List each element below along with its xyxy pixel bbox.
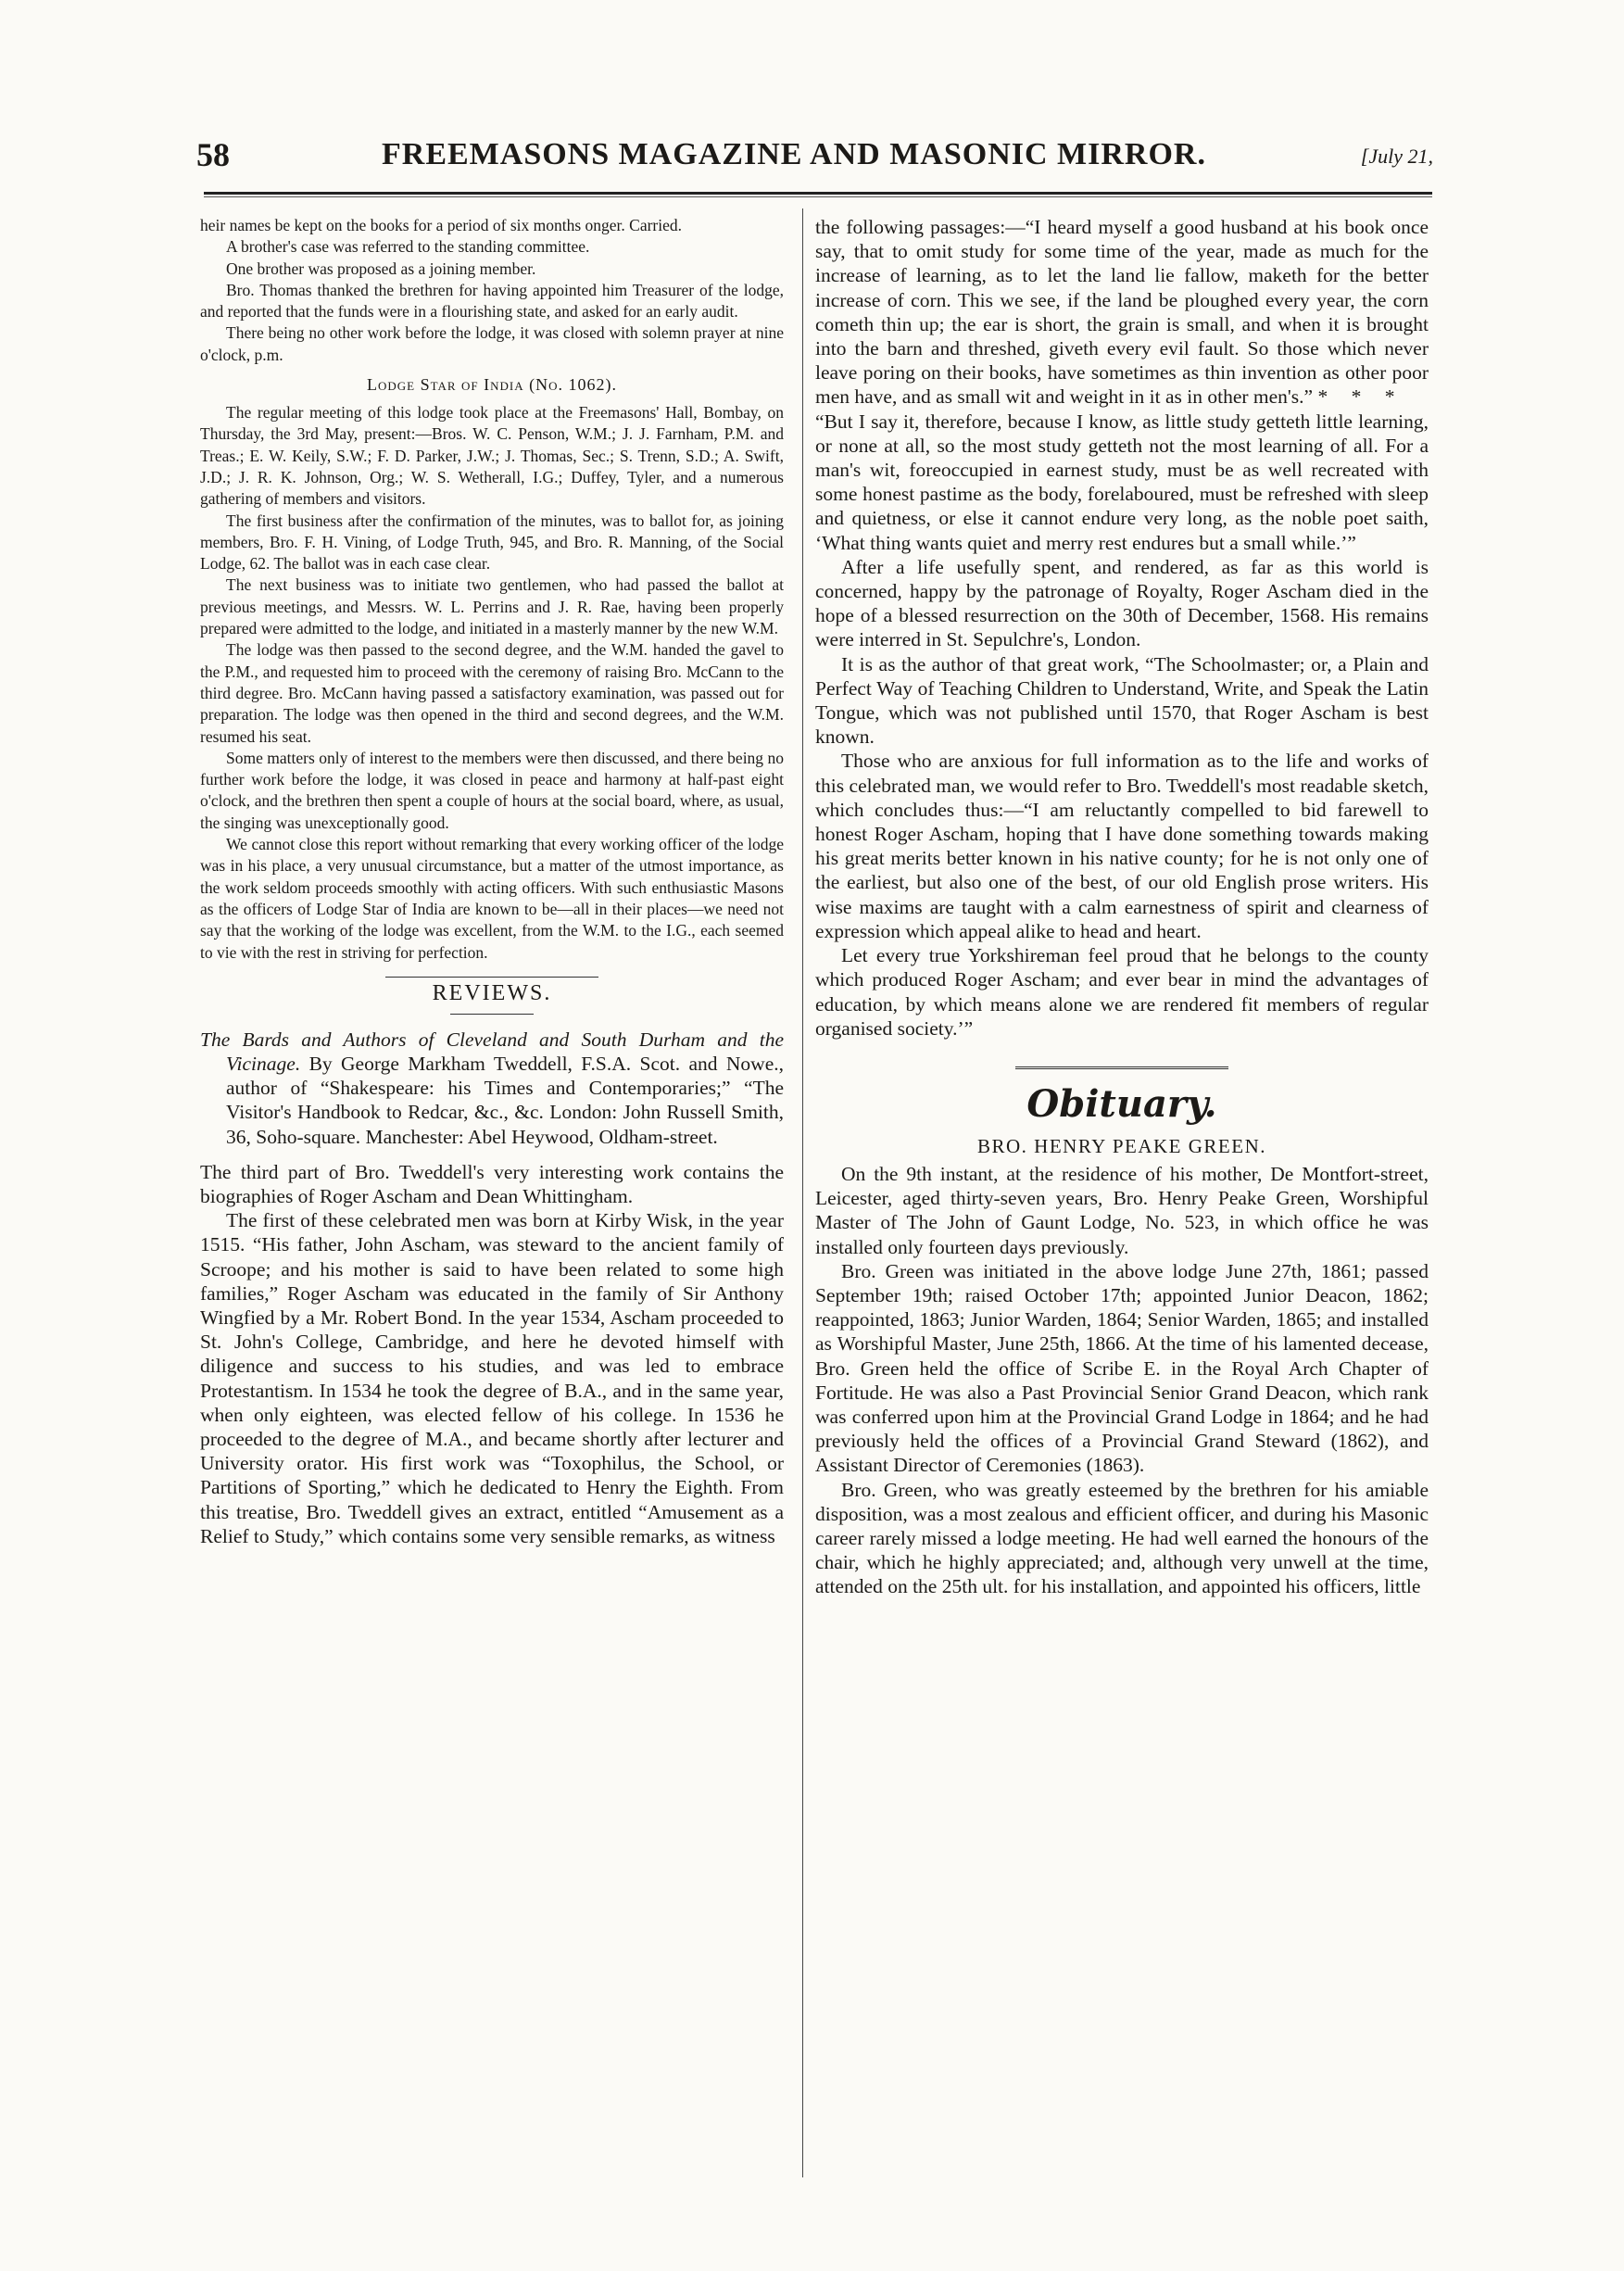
header-rule <box>204 192 1432 195</box>
paragraph: The first of these celebrated men was born at Kirby Wisk, in the year 1515. “His father, John Ascham, was steward to the ancient family of Scroope; and his mother is said to have been related to some high families,” Roger Ascham was educated in the family of Sir Anthony Wingfied by a Mr. Robert Bond. In the year 1534, Ascham proceeded to St. John's College, Cambridge, and here he devoted himself with diligence and success to his studies, and was led to embrace Protestantism. In 1534 he took the degree of B.A., and in the same year, when only eighteen, was elected fellow of his college. In 1536 he proceeded to the degree of M.A., and became shortly after lecturer and University orator. His first work was “Toxophilus, the School, or Partitions of Sporting,” which he dedicated to Henry the Eighth. From this treatise, Bro. Tweddell gives an extract, entitled “Amusement as a Relief to Study,” which contains some very sensible remarks, as witness <box>200 1209 784 1547</box>
paragraph: the following passages:—“I heard myself a good husband at his book once say, that to omit study for some time of the year, made as much for the increase of learning, as to let the land lie fallow, maketh for the better increase of corn. This we see, if the land be ploughed every year, the corn cometh thin up; the ear is short, the grain is small, and when it is brought into the barn and threshed, giveth every evil fault. So those which never leave poring on their books, have sometimes as thin invention as other poor men have, and as small wit and weight in it as in other men's.” * * * <box>815 216 1429 409</box>
left-column <box>200 215 784 2179</box>
paragraph: The third part of Bro. Tweddell's very interesting work contains the biographies of Roger Ascham and Dean Whittingham. <box>200 1160 784 1208</box>
paragraph: Some matters only of interest to the members were then discussed, and there being no further work before the lodge, it was closed in peace and harmony at half-past eight o'clock, and the brethren then spent a couple of hours at the social board, where, as usual, the singing was unexceptionally good. <box>200 748 784 832</box>
masthead-title: FREEMASONS MAGAZINE AND MASONIC MIRROR. <box>382 137 1206 171</box>
book-title: The Bards and Authors of Cleveland and South Durham and the Vicinage. <box>200 1028 784 1075</box>
page-header <box>196 135 1433 182</box>
paragraph: On the 9th instant, at the residence of his mother, De Montfort-street, Leicester, aged thirty-seven years, Bro. Henry Peake Green, Worshipful Master of The John of Gaunt Lodge, No. 523, in which office he was installed only fourteen days previously. <box>815 1162 1429 1258</box>
paragraph: One brother was proposed as a joining member. <box>226 259 536 278</box>
section-rule <box>385 977 598 978</box>
column-divider <box>802 208 803 2177</box>
obituary-name: BRO. HENRY PEAKE GREEN. <box>977 1134 1266 1157</box>
paragraph: We cannot close this report without remarking that every working officer of the lodge was in his place, a very unusual circumstance, but a matter of the utmost importance, as the work seldom proceeds smoothly with acting officers. With such enthusiastic Masons as the officers of Lodge Star of India are known to be—all in their places—we need not say that the working of the lodge was excellent, from the W.M. to the I.G., each seemed to vie with the rest in striving for perfection. <box>200 835 784 962</box>
paragraph: The regular meeting of this lodge took place at the Freemasons' Hall, Bombay, on Thursday, the 3rd May, present:—Bros. W. C. Penson, W.M.; J. J. Farnham, P.M. and Treas.; E. W. Keily, S.W.; F. D. Parker, J.W.; J. Thomas, Sec.; S. Trenn, S.D.; A. Swift, J.D.; J. R. K. Johnson, Org.; W. S. Wetherall, I.G.; Duffey, Tyler, and a numerous gathering of members and visitors. <box>200 403 784 509</box>
obituary-heading: Obituary. <box>1026 1081 1217 1126</box>
right-column <box>815 215 1429 2179</box>
header-rule-thin <box>204 196 1432 197</box>
paragraph: The first business after the confirmation of the minutes, was to ballot for, as joining members, Bro. F. H. Vining, of Lodge Truth, 945, and Bro. R. Manning, of the Social Lodge, 62. The ballot was in each case clear. <box>200 511 784 574</box>
paragraph: “But I say it, therefore, because I know, as little study getteth little learning, or none at all, so the most study getteth not the most learning of all. For a man's wit, foreoccupied in earnest study, must be as well recreated with some honest pastime as the body, forelaboured, must be refreshed with sleep and quietness, or else it cannot endure very long, as the noble poet saith, ‘What thing wants quiet and merry rest endures but a small while.’” <box>815 410 1429 554</box>
paragraph: Bro. Thomas thanked the brethren for having appointed him Treasurer of the lodge, and reported that the funds were in a flourishing state, and asked for an early audit. <box>200 280 784 322</box>
paragraph: The lodge was then passed to the second degree, and the W.M. handed the gavel to the P.M., and requested him to proceed with the ceremony of raising Bro. McCann to the third degree. Bro. McCann having passed a satisfactory examination, was passed out for preparation. The lodge was then opened in the third and second degrees, and the W.M. resumed his seat. <box>200 640 784 746</box>
lodge-heading: Lodge Star of India (No. 1062). <box>366 375 618 395</box>
book-title-block <box>200 1028 784 1149</box>
paragraph: Let every true Yorkshireman feel proud that he belongs to the county which produced Roger Ascham; and ever bear in mind the advantages of education, by which means alone we are rendered fit members of regular organised society.’” <box>815 944 1429 1040</box>
paragraph: Those who are anxious for full information as to the life and works of this celebrated man, we would refer to Bro. Tweddell's most readable sketch, which concludes thus:—“I am reluctantly compelled to bid farewell to honest Roger Ascham, hoping that I have done something towards making his great merits better known in his native county; for he is not only one of the earliest, but also one of the best, of our old English prose writers. His wise maxims are taught with a calm earnestness of spirit and clearness of expression which appeal alike to head and heart. <box>815 750 1429 942</box>
paragraph: There being no other work before the lodge, it was closed with solemn prayer at nine o'clock, p.m. <box>200 323 784 364</box>
paragraph: Bro. Green was initiated in the above lodge June 27th, 1861; passed September 19th; raised October 17th; appointed Junior Deacon, 1862; reappointed, 1863; Junior Warden, 1864; Senior Warden, 1865; and installed as Worshipful Master, June 25th, 1866. At the time of his lamented decease, Bro. Green held the office of Scribe E. in the Royal Arch Chapter of Fortitude. He was also a Past Provincial Senior Grand Deacon, which rank was conferred upon him at the Provincial Grand Lodge in 1864; and he had previously held the offices of a Provincial Grand Steward (1862), and Assistant Director of Ceremonies (1863). <box>815 1259 1429 1477</box>
paragraph: heir names be kept on the books for a period of six months onger. Carried. <box>200 216 683 234</box>
issue-date: [July 21, <box>1360 145 1433 168</box>
reviews-heading: REVIEWS. <box>432 980 552 1005</box>
paragraph: After a life usefully spent, and rendered, as far as this world is concerned, happy by the patronage of Royalty, Roger Ascham died in the hope of a blessed resurrection on the 30th of December, 1568. His remains were interred in St. Sepulchre's, London. <box>815 555 1429 651</box>
paragraph: A brother's case was referred to the standing committee. <box>226 237 590 257</box>
page-number: 58 <box>196 136 230 173</box>
paragraph: Bro. Green, who was greatly esteemed by the brethren for his amiable disposition, was a most zealous and efficient officer, and during his Masonic career rarely missed a lodge meeting. He had well earned the honours of the chair, which he highly appreciated; and, although very unwell at the time, attended on the 25th ult. for his installation, and appointed his officers, little <box>815 1478 1429 1598</box>
asterisks: * * * <box>1317 385 1404 409</box>
book-details: By George Markham Tweddell, F.S.A. Scot. and Nowe., author of “Shakespeare: his Times and Contemporaries;” “The Visitor's Handbook to Redcar, &c., &c. London: John Russell Smith, 36, Soho-square. Manchester: Abel Heywood, Oldham-street. <box>226 1053 784 1148</box>
paragraph: The next business was to initiate two gentlemen, who had passed the ballot at previous meetings, and Messrs. W. L. Perrins and J. R. Rae, having been properly prepared were admitted to the lodge, and initiated in a masterly manner by the new W.M. <box>200 575 784 638</box>
paragraph: It is as the author of that great work, “The Schoolmaster; or, a Plain and Perfect Way of Teaching Children to Understand, Write, and Speak the Latin Tongue, which was not published until 1570, that Roger Ascham is best known. <box>815 652 1429 749</box>
